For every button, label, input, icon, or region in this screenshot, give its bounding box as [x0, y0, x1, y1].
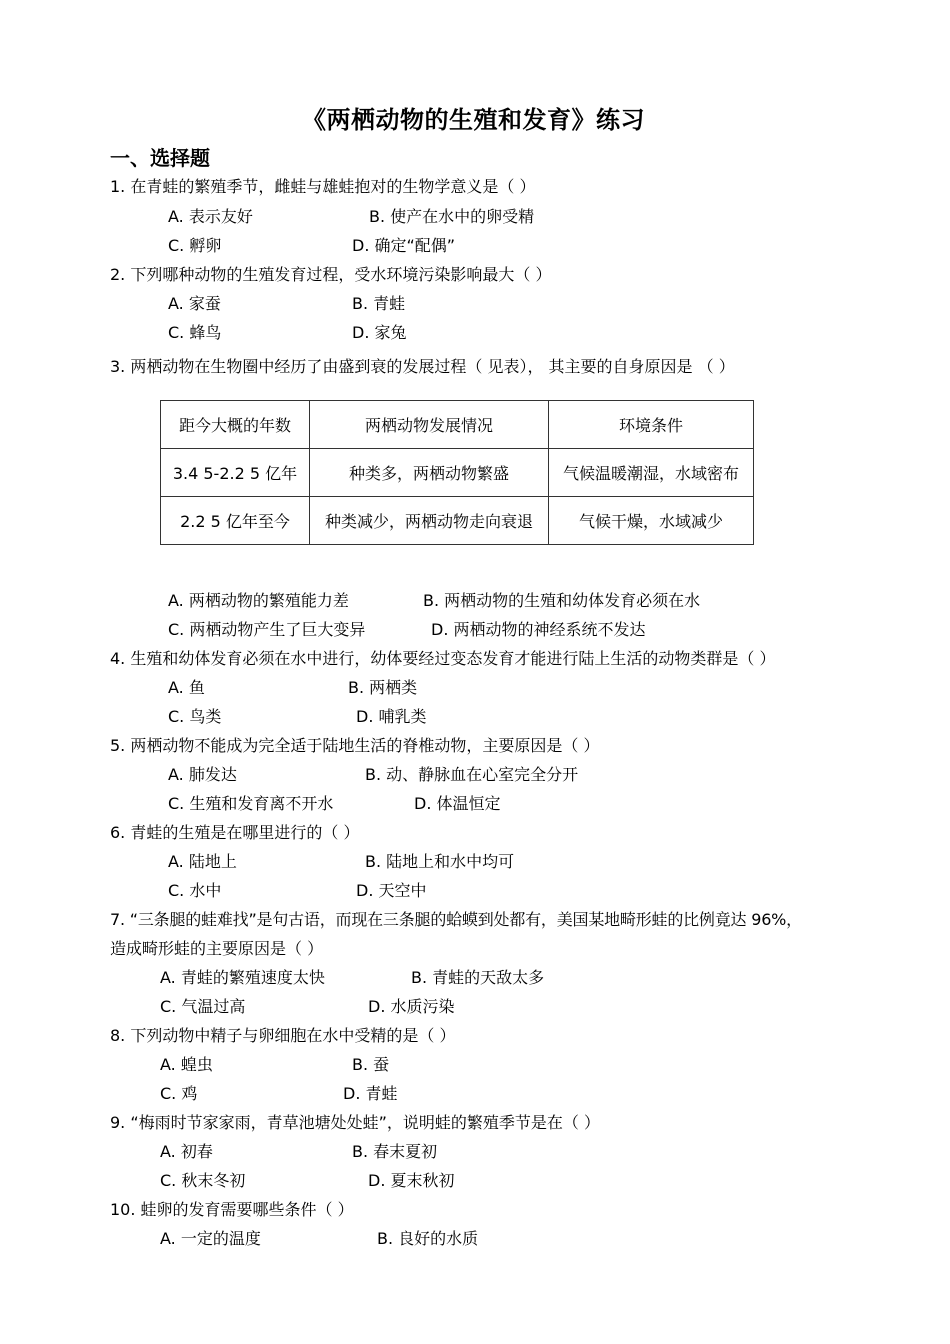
question-6-option-c: C. 水中: [168, 881, 222, 900]
table-cell: 气候干燥，水域减少: [549, 497, 754, 545]
question-8-option-b: B. 蚕: [352, 1055, 390, 1074]
question-1-stem: 1. 在青蛙的繁殖季节，雌蛙与雄蛙抱对的生物学意义是（ ）: [110, 177, 536, 196]
question-3-option-c: C. 两栖动物产生了巨大变异: [168, 620, 366, 639]
question-8-option-d: D. 青蛙: [343, 1084, 398, 1103]
question-4-stem: 4. 生殖和幼体发育必须在水中进行，幼体要经过变态发育才能进行陆上生活的动物类群是（ ）: [110, 649, 776, 668]
question-4-option-b: B. 两栖类: [348, 678, 418, 697]
page-title: 《两栖动物的生殖和发育》练习: [302, 106, 645, 134]
question-10-option-b: B. 良好的水质: [377, 1229, 479, 1248]
question-5-option-a: A. 肺发达: [168, 765, 237, 784]
question-8-option-a: A. 蝗虫: [160, 1055, 213, 1074]
question-9-stem: 9. “梅雨时节家家雨，青草池塘处处蛙”，说明蛙的繁殖季节是在（ ）: [110, 1113, 601, 1132]
table-row: [161, 449, 754, 497]
question-7-stem: 7. “三条腿的蛙难找”是句古语，而现在三条腿的蛤蟆到处都有，美国某地畸形蛙的比例竟达 96%，: [110, 910, 802, 929]
question-8-option-c: C. 鸡: [160, 1084, 198, 1103]
question-2-option-d: D. 家兔: [352, 323, 407, 342]
question-9-option-c: C. 秋末冬初: [160, 1171, 246, 1190]
question-1-option-d: D. 确定“配偶”: [352, 236, 456, 255]
question-6-stem: 6. 青蛙的生殖是在哪里进行的（ ）: [110, 823, 360, 842]
question-2-option-c: C. 蜂鸟: [168, 323, 222, 342]
question-5-option-c: C. 生殖和发育离不开水: [168, 794, 334, 813]
question-7-option-d: D. 水质污染: [368, 997, 455, 1016]
question-10-option-a: A. 一定的温度: [160, 1229, 261, 1248]
question-9-option-b: B. 春末夏初: [352, 1142, 438, 1161]
table-header-cell: 距今大概的年数: [161, 401, 310, 449]
question-4-option-a: A. 鱼: [168, 678, 205, 697]
table-cell: 2.2 5 亿年至今: [161, 497, 310, 545]
question-6-option-b: B. 陆地上和水中均可: [365, 852, 515, 871]
question-9-option-a: A. 初春: [160, 1142, 213, 1161]
question-10-stem: 10. 蛙卵的发育需要哪些条件（ ）: [110, 1200, 354, 1219]
question-5-stem: 5. 两栖动物不能成为完全适于陆地生活的脊椎动物，主要原因是（ ）: [110, 736, 600, 755]
table-cell: 种类多，两栖动物繁盛: [310, 449, 549, 497]
table-row: [161, 497, 754, 545]
question-6-option-a: A. 陆地上: [168, 852, 237, 871]
question-7-stem-continued: 造成畸形蛙的主要原因是（ ）: [110, 939, 324, 958]
table-header-cell: 两栖动物发展情况: [310, 401, 549, 449]
question-5-option-b: B. 动、静脉血在心室完全分开: [365, 765, 579, 784]
question-2-stem: 2. 下列哪种动物的生殖发育过程，受水环境污染影响最大（ ）: [110, 265, 552, 284]
question-2-option-a: A. 家蚕: [168, 294, 221, 313]
table-cell: 气候温暖潮湿，水域密布: [549, 449, 754, 497]
question-4-option-c: C. 鸟类: [168, 707, 222, 726]
question-7-option-a: A. 青蛙的繁殖速度太快: [160, 968, 325, 987]
question-7-option-b: B. 青蛙的天敌太多: [411, 968, 545, 987]
question-3-option-b: B. 两栖动物的生殖和幼体发育必须在水: [423, 591, 701, 610]
question-3-option-a: A. 两栖动物的繁殖能力差: [168, 591, 349, 610]
table-cell: 3.4 5-2.2 5 亿年: [161, 449, 310, 497]
development-table: [160, 400, 754, 545]
question-6-option-d: D. 天空中: [356, 881, 427, 900]
question-1-option-b: B. 使产在水中的卵受精: [369, 207, 535, 226]
question-3-stem: 3. 两栖动物在生物圈中经历了由盛到衰的发展过程（ 见表）， 其主要的自身原因是 （ ）: [110, 357, 735, 376]
table-header-row: [161, 401, 754, 449]
question-8-stem: 8. 下列动物中精子与卵细胞在水中受精的是（ ）: [110, 1026, 456, 1045]
question-9-option-d: D. 夏末秋初: [368, 1171, 455, 1190]
question-2-option-b: B. 青蛙: [352, 294, 406, 313]
question-5-option-d: D. 体温恒定: [414, 794, 501, 813]
section-heading: 一、选择题: [110, 146, 210, 170]
table-header-cell: 环境条件: [549, 401, 754, 449]
question-4-option-d: D. 哺乳类: [356, 707, 427, 726]
question-1-option-c: C. 孵卵: [168, 236, 222, 255]
question-1-option-a: A. 表示友好: [168, 207, 253, 226]
question-3-option-d: D. 两栖动物的神经系统不发达: [431, 620, 646, 639]
table-cell: 种类减少，两栖动物走向衰退: [310, 497, 549, 545]
question-7-option-c: C. 气温过高: [160, 997, 246, 1016]
